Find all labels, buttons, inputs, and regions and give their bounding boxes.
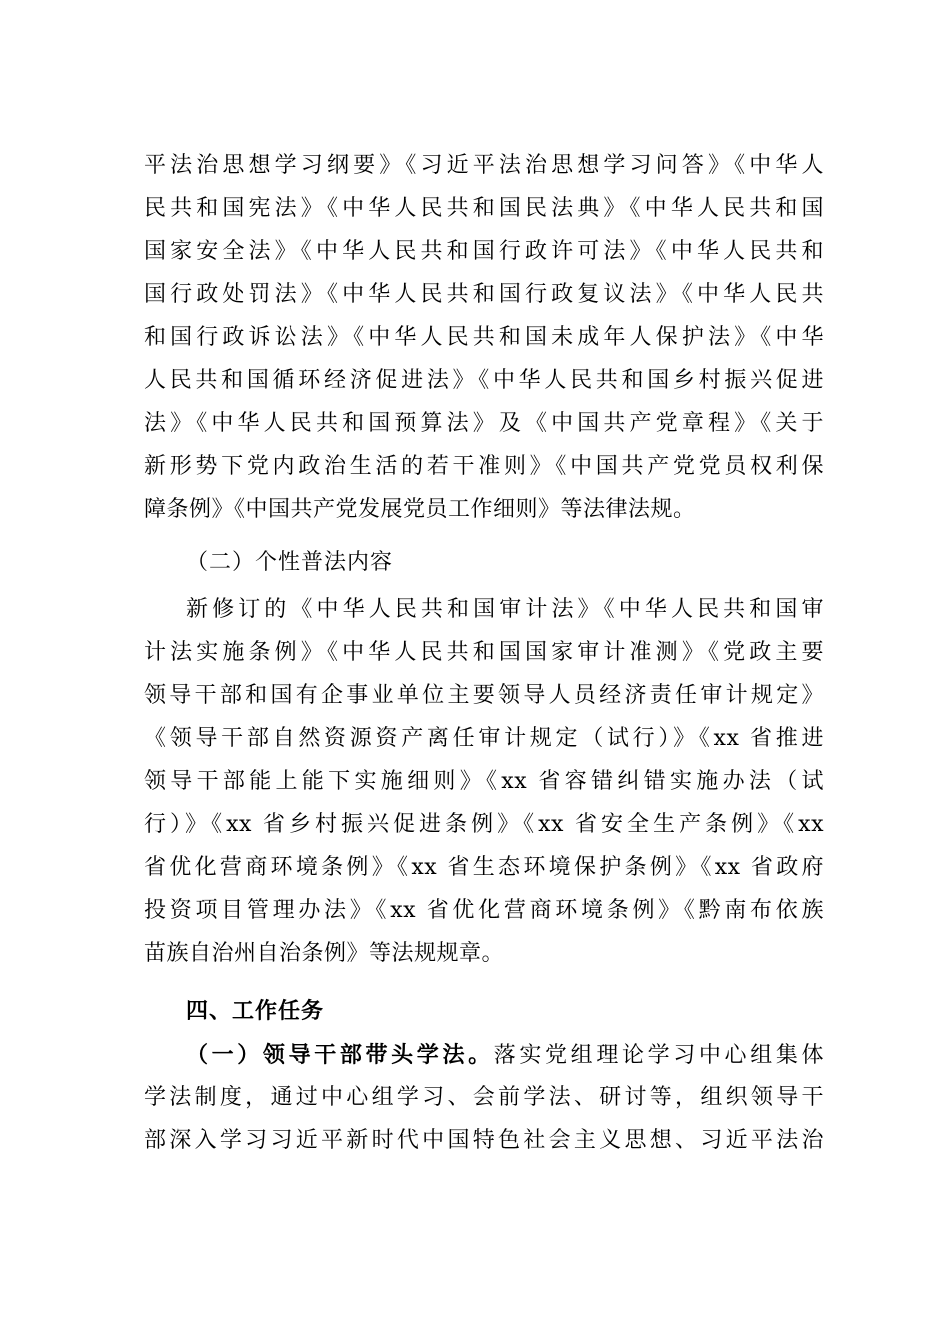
paragraph-line: 《领导干部自然资源资产离任审计规定（试行）》《xx 省推进 xyxy=(144,726,824,751)
lead-heading-leaders-study-law: （一）领导干部带头学法。 xyxy=(186,1042,494,1068)
subheading-personalized-content: （二）个性普法内容 xyxy=(186,550,394,575)
paragraph-line: 平法治思想学习纲要》《习近平法治思想学习问答》《中华人 xyxy=(144,153,824,178)
paragraph-line: 苗族自治州自治条例》等法规规章。 xyxy=(144,941,505,966)
paragraph-line xyxy=(186,1035,824,1075)
paragraph-line: 国行政处罚法》《中华人民共和国行政复议法》《中华人民共 xyxy=(144,282,824,307)
paragraph-line: 部深入学习习近平新时代中国特色社会主义思想、习近平法治 xyxy=(144,1128,824,1153)
paragraph-line: 省优化营商环境条例》《xx 省生态环境保护条例》《xx 省政府 xyxy=(144,855,824,880)
paragraph-line: 行）》《xx 省乡村振兴促进条例》《xx 省安全生产条例》《xx xyxy=(144,812,824,837)
paragraph-line: 国家安全法》《中华人民共和国行政许可法》《中华人民共和 xyxy=(144,239,824,264)
paragraph-line: 领导干部和国有企事业单位主要领导人员经济责任审计规定》 xyxy=(144,683,824,708)
paragraph-line: 学法制度，通过中心组学习、会前学法、研讨等，组织领导干 xyxy=(144,1085,824,1110)
section-heading-work-tasks: 四、工作任务 xyxy=(186,998,325,1024)
paragraph-line: 计法实施条例》《中华人民共和国国家审计准测》《党政主要 xyxy=(144,640,824,665)
paragraph-line: 民共和国宪法》《中华人民共和国民法典》《中华人民共和国 xyxy=(144,196,824,221)
paragraph-line: 投资项目管理办法》《xx 省优化营商环境条例》《黔南布依族 xyxy=(144,898,824,923)
paragraph-line: 障条例》《中国共产党发展党员工作细则》等法律法规。 xyxy=(144,497,696,522)
paragraph-line: 新修订的《中华人民共和国审计法》《中华人民共和国审 xyxy=(186,597,824,622)
lead-text: 落实党组理论学习中心组集体 xyxy=(493,1043,824,1068)
paragraph-line: 人民共和国循环经济促进法》《中华人民共和国乡村振兴促进 xyxy=(144,368,824,393)
paragraph-line: 和国行政诉讼法》《中华人民共和国未成年人保护法》《中华 xyxy=(144,325,824,350)
paragraph-line: 法》《中华人民共和国预算法》及《中国共产党章程》《关于 xyxy=(144,411,824,436)
paragraph-line: 新形势下党内政治生活的若干准则》《中国共产党党员权利保 xyxy=(144,454,824,479)
paragraph-line: 领导干部能上能下实施细则》《xx 省容错纠错实施办法（试 xyxy=(144,769,824,794)
